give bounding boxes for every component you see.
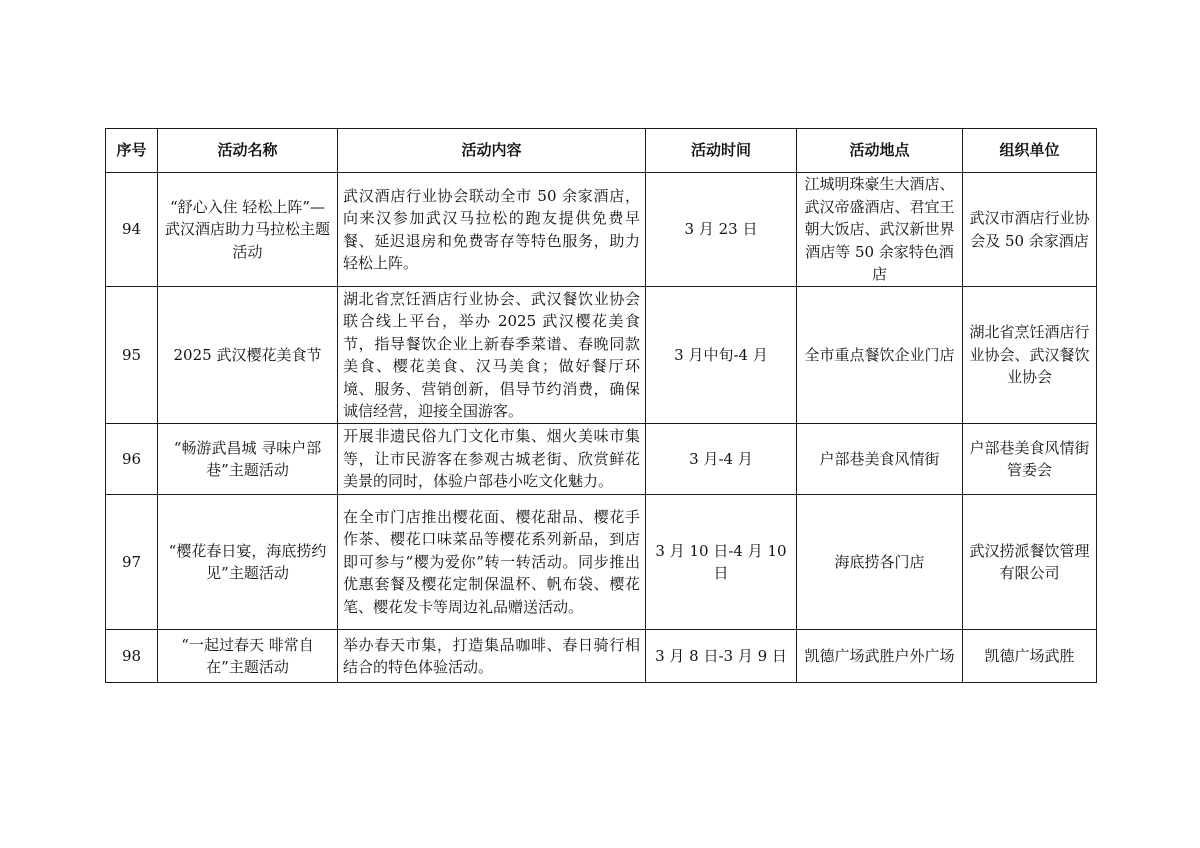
header-num: 序号 [106, 129, 158, 173]
cell-org: 凯德广场武胜 [963, 630, 1097, 683]
cell-content: 湖北省烹饪酒店行业协会、武汉餐饮业协会联合线上平台，举办 2025 武汉樱花美食节，指导餐饮企业上新春季菜谱、春晚同款美食、樱花美食、汉马美食；做好餐厅环境、服务、营销创新，倡导节约消费，确保诚信经营，迎接全国游客。 [338, 287, 646, 424]
header-name: 活动名称 [158, 129, 338, 173]
cell-org: 户部巷美食风情街管委会 [963, 424, 1097, 495]
table-row [106, 630, 1097, 683]
cell-content: 在全市门店推出樱花面、樱花甜品、樱花手作茶、樱花口味菜品等樱花系列新品，到店即可参与“樱为爱你”转一转活动。同步推出优惠套餐及樱花定制保温杯、帆布袋、樱花笔、樱花发卡等周边礼品赠送活动。 [338, 495, 646, 630]
cell-name: “樱花春日宴，海底捞约见”主题活动 [158, 495, 338, 630]
cell-num: 96 [106, 424, 158, 495]
cell-content: 武汉酒店行业协会联动全市 50 余家酒店，向来汉参加武汉马拉松的跑友提供免费早餐、延迟退房和免费寄存等特色服务，助力轻松上阵。 [338, 173, 646, 287]
cell-place: 江城明珠豪生大酒店、武汉帝盛酒店、君宜王朝大饭店、武汉新世界酒店等 50 余家特色酒店 [797, 173, 963, 287]
cell-time: 3 月-4 月 [646, 424, 797, 495]
cell-place: 凯德广场武胜户外广场 [797, 630, 963, 683]
cell-name: “舒心入住 轻松上阵”—武汉酒店助力马拉松主题活动 [158, 173, 338, 287]
header-org: 组织单位 [963, 129, 1097, 173]
cell-place: 海底捞各门店 [797, 495, 963, 630]
cell-place: 全市重点餐饮企业门店 [797, 287, 963, 424]
cell-name: 2025 武汉樱花美食节 [158, 287, 338, 424]
table-row [106, 424, 1097, 495]
cell-org: 武汉捞派餐饮管理有限公司 [963, 495, 1097, 630]
header-time: 活动时间 [646, 129, 797, 173]
cell-num: 95 [106, 287, 158, 424]
cell-org: 武汉市酒店行业协会及 50 余家酒店 [963, 173, 1097, 287]
cell-name: “畅游武昌城 寻味户部巷”主题活动 [158, 424, 338, 495]
cell-time: 3 月 8 日-3 月 9 日 [646, 630, 797, 683]
cell-content: 举办春天市集，打造集品咖啡、春日骑行相结合的特色体验活动。 [338, 630, 646, 683]
cell-time: 3 月 23 日 [646, 173, 797, 287]
cell-num: 98 [106, 630, 158, 683]
activity-table [105, 128, 1097, 683]
cell-content: 开展非遗民俗九门文化市集、烟火美味市集等，让市民游客在参观古城老街、欣赏鲜花美景的同时，体验户部巷小吃文化魅力。 [338, 424, 646, 495]
cell-num: 94 [106, 173, 158, 287]
table-row [106, 287, 1097, 424]
cell-time: 3 月中旬-4 月 [646, 287, 797, 424]
cell-place: 户部巷美食风情街 [797, 424, 963, 495]
cell-name: “一起过春天 啡常自在”主题活动 [158, 630, 338, 683]
header-content: 活动内容 [338, 129, 646, 173]
cell-time: 3 月 10 日-4 月 10 日 [646, 495, 797, 630]
table-row [106, 495, 1097, 630]
table-header-row [106, 129, 1097, 173]
cell-num: 97 [106, 495, 158, 630]
header-place: 活动地点 [797, 129, 963, 173]
cell-org: 湖北省烹饪酒店行业协会、武汉餐饮业协会 [963, 287, 1097, 424]
table-row [106, 173, 1097, 287]
